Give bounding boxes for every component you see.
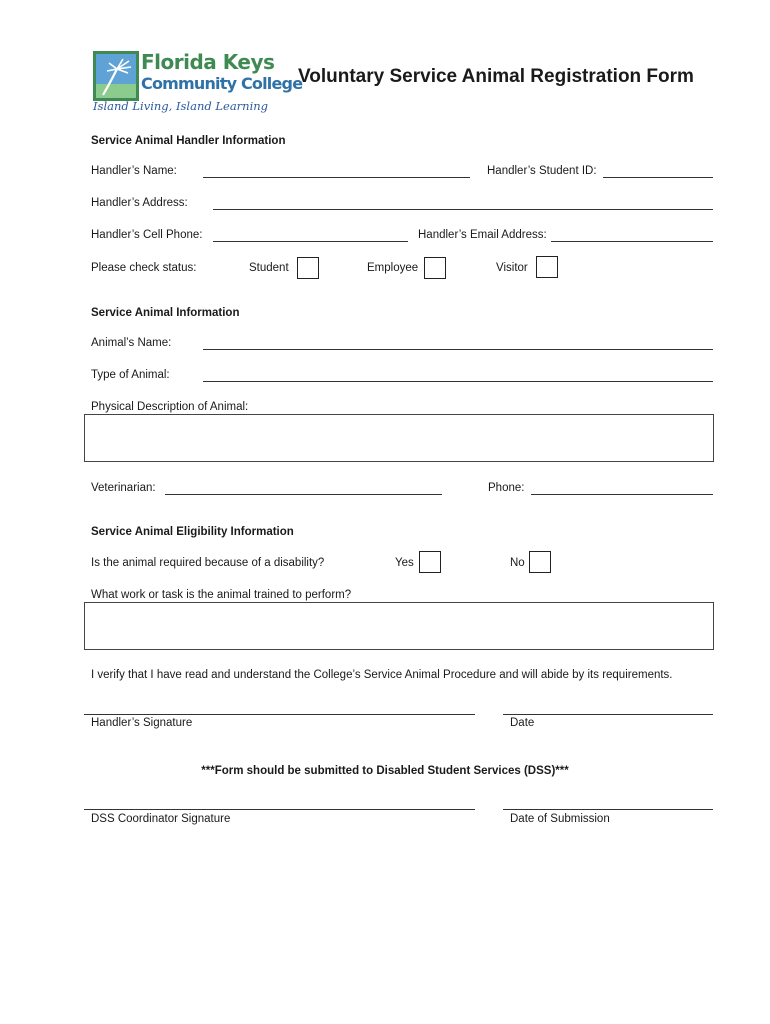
handler-name-label: Handler’s Name: [91, 165, 177, 177]
handler-signature-line[interactable] [84, 714, 475, 715]
animal-name-label: Animal’s Name: [91, 337, 172, 349]
coordinator-signature-line[interactable] [84, 809, 475, 810]
status-label: Please check status: [91, 262, 197, 274]
submission-date-line[interactable] [503, 809, 713, 810]
logo-tagline: Island Living, Island Learning [93, 99, 269, 113]
vet-phone-label: Phone: [488, 482, 525, 494]
disability-question: Is the animal required because of a disability? [91, 557, 325, 569]
status-student-checkbox[interactable] [297, 257, 319, 279]
no-label: No [510, 557, 525, 569]
no-checkbox[interactable] [529, 551, 551, 573]
eligibility-section-heading: Service Animal Eligibility Information [91, 526, 294, 538]
status-visitor-checkbox[interactable] [536, 256, 558, 278]
animal-name-field[interactable] [203, 349, 713, 350]
submission-note: ***Form should be submitted to Disabled Student Services (DSS)*** [201, 765, 569, 777]
animal-type-label: Type of Animal: [91, 369, 170, 381]
status-employee-checkbox[interactable] [424, 257, 446, 279]
task-textarea[interactable] [84, 602, 714, 650]
student-id-field[interactable] [603, 177, 713, 178]
logo-line2: Community College [141, 74, 303, 93]
task-question: What work or task is the animal trained to perform? [91, 589, 352, 601]
student-id-label: Handler’s Student ID: [487, 165, 597, 177]
veterinarian-label: Veterinarian: [91, 482, 156, 494]
cell-phone-field[interactable] [213, 241, 408, 242]
status-employee-label: Employee [367, 262, 419, 274]
cell-phone-label: Handler’s Cell Phone: [91, 229, 203, 241]
email-label: Handler’s Email Address: [418, 229, 547, 241]
verification-statement: I verify that I have read and understand the College’s Service Animal Procedure and will abide by its requirements. [91, 669, 673, 681]
vet-phone-field[interactable] [531, 494, 713, 495]
animal-section-heading: Service Animal Information [91, 307, 240, 319]
date-line[interactable] [503, 714, 713, 715]
handler-section-heading: Service Animal Handler Information [91, 135, 286, 147]
handler-address-field[interactable] [213, 209, 713, 210]
description-textarea[interactable] [84, 414, 714, 462]
handler-signature-label: Handler’s Signature [91, 717, 193, 729]
status-visitor-label: Visitor [496, 262, 528, 274]
yes-checkbox[interactable] [419, 551, 441, 573]
handler-name-field[interactable] [203, 177, 470, 178]
yes-label: Yes [395, 557, 414, 569]
status-student-label: Student [249, 262, 289, 274]
palm-tree-logo-icon [93, 51, 139, 101]
description-label: Physical Description of Animal: [91, 401, 249, 413]
form-title: Voluntary Service Animal Registration Form [298, 66, 694, 87]
email-field[interactable] [551, 241, 713, 242]
date-label: Date [510, 717, 535, 729]
submission-date-label: Date of Submission [510, 813, 610, 825]
logo-line1: Florida Keys [141, 50, 275, 74]
animal-type-field[interactable] [203, 381, 713, 382]
coordinator-signature-label: DSS Coordinator Signature [91, 813, 231, 825]
handler-address-label: Handler’s Address: [91, 197, 188, 209]
veterinarian-field[interactable] [165, 494, 442, 495]
